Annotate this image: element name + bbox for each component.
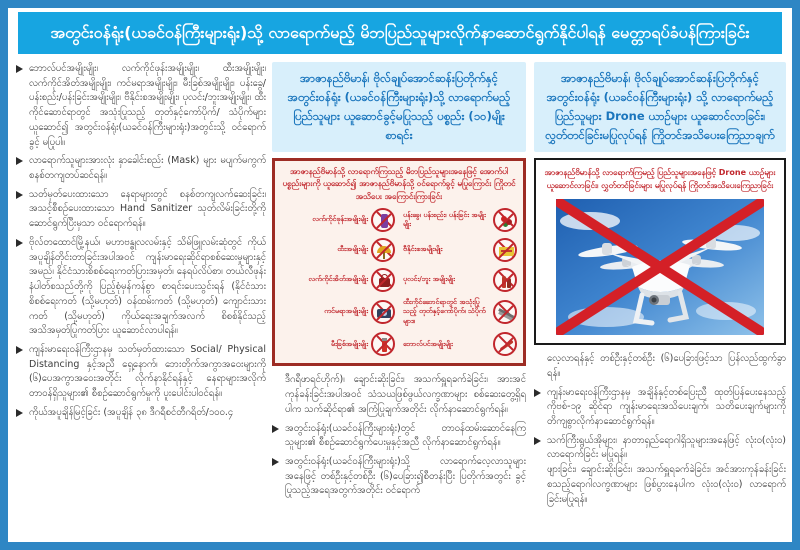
- list-item: [16, 406, 266, 421]
- list-item: [534, 386, 786, 430]
- sub-paragraph: ဖျားခြင်း၊ ချောင်းဆိုးခြင်း၊ အသက်ရှူရခက်ခဲခြင်း၊ အင်အားကုန်ခန်းခြင်း စသည့်ရောဂါလက္ခဏာများ ဖြစ်ပွားနေပါက လုံးဝ(လုံးဝ) လာရောက်ခြင်းမပြုရန်။: [547, 464, 786, 505]
- list-item: [272, 422, 526, 451]
- rule-text: ကိုယ်အပူချိန်မြင့်ခြင်း (အပူချိန် ၃၈ ဒီဂရီစင်တီဂရိတ်/၁၀၀.၄: [29, 406, 234, 418]
- list-item: [272, 455, 526, 499]
- drone-ban-column: [534, 62, 786, 540]
- table-row: [281, 208, 517, 232]
- rule-text: သတ်မှတ်ပေးထားသော နေရာများတွင် စနစ်တကျလက်ဆေးခြင်း၊ အသင့်စီစဉ်ပေးထားသော Hand Sanitizer သုတ်လိမ်းခြင်းတို့ကို ဆောင်ရွက်ပြီးမှသာ ဝင်ရောက်ရန်။: [29, 188, 266, 230]
- drone-notice-title: အာဇာနည်ဗိမာန်သို့ လာရောက်ကြမည့် ပြည်သူများအနေဖြင့် Drone ယာဉ်များ ယူဆောင်လာခြင်း၊ လွှတ်တင်ခြင်းများ မပြုလုပ်ရန် ကြိုတင်အသိပေးကြေညာခြင်း: [544, 167, 776, 191]
- no-phone-icon: [371, 208, 395, 232]
- item-label: ဗီနိုင်းစအမျိုးမျိုး: [403, 245, 443, 254]
- prohibited-items-column: [272, 62, 526, 540]
- continuation-text: ဒီဂရီဖာရင်ဟိုက်)၊ ချောင်းဆိုးခြင်း၊ အသက်ရှူရခက်ခဲခြင်း၊ အားအင်ကုန်ခန်းခြင်းအပါအဝင် သံသယဖြစ်ဖွယ်လက္ခဏာများ စစ်ဆေးတွေ့ရှိရပါက သက်ဆိုင်ရာ၏ အကြံပြုချက်အတိုင်း လိုက်နာဆောင်ရွက်ရန်။: [285, 374, 526, 415]
- bullet-arrow-icon: [16, 409, 23, 417]
- item-label: ပန်းခွေ၊ ပန်းစည်း၊ ပန်းခြင်း အမျိုးမျိုး: [403, 210, 486, 229]
- no-lighter-icon: [371, 332, 395, 356]
- item-label: ထီးကိုင်ဆောင်ရာတွင် အသုံးပြုသည့် တုတ်နှင့်ကော်ပိုက်၊ သံပိုက်များ။: [403, 298, 486, 325]
- page-title: အတွင်းဝန်ရုံး(ယခင်ဝန်ကြီးများရုံး)သို့ လာရောက်မည့် မိဘပြည်သူများလိုက်နာဆောင်ရွက်နိုင်ပါရန် မေတ္တာရပ်ခံပန်ကြားခြင်း: [18, 12, 782, 54]
- prohibited-items-header: အာဇာနည်ဗိမာန်၊ ဗိုလ်ချုပ်အောင်ဆန်းပြတိုက်နှင့် အတွင်းဝန်ရုံး (ယခင်ဝန်ကြီးများရုံး)သို့ လာရောက်မည့် ပြည်သူများ ယူဆောင်ခွင့်မပြုသည့် ပစ္စည်း (၁၀)မျိုးစာရင်း: [272, 62, 526, 152]
- list-item: [16, 236, 266, 339]
- table-row: [281, 332, 517, 356]
- rule-text: သက်ကြီးရွယ်အိုများ၊ နာတာရှည်ရောဂါရှိသူများအနေဖြင့် လုံးဝ(လုံးဝ) လာရောက်ခြင်း မပြုရန်။: [547, 434, 786, 461]
- rule-text: လာရောက်သူများအားလုံး နှာခေါင်းစည်း (Mask) များ မပျက်မကွက်စနစ်တကျတပ်ဆင်ရန်။: [29, 155, 266, 182]
- bullet-arrow-icon: [534, 389, 541, 397]
- drone-ban-header: အာဇာနည်ဗိမာန်၊ ဗိုလ်ချုပ်အောင်ဆန်းပြတိုက်နှင့် အတွင်းဝန်ရုံး (ယခင်ဝန်ကြီးများရုံး) သို့ လာရောက်မည့် ပြည်သူများ Drone ယာဉ်များ ယူဆောင်လာခြင်း၊ လွှတ်တင်ခြင်းမပြုလုပ်ရန် ကြိုတင်အသိပေးကြေညာချက်: [534, 62, 786, 152]
- continuation-text: လေ့လာရန်နှင့် တစ်ဦးနှင့်တစ်ဦး (၆)ပေခြားဖြင့်သာ ပြန်လည်ထွက်ခွာရန်။: [547, 353, 786, 379]
- item-label: ပုလင်း/ဘူး အမျိုးမျိုး: [403, 275, 455, 284]
- bullet-arrow-icon: [16, 239, 23, 247]
- table-row: [281, 268, 517, 292]
- poster-body: [8, 8, 792, 542]
- item-label: မီးခြစ်အမျိုးမျိုး: [330, 339, 368, 348]
- no-umbrella-icon: [371, 238, 395, 262]
- no-handbag-icon: [371, 268, 395, 292]
- item-label: ထီးအမျိုးမျိုး: [337, 245, 368, 254]
- item-label: ဘောလ်ပင်အမျိုးမျိုး: [403, 339, 453, 348]
- rule-text: ကျန်းမာရေးဝန်ကြီးဌာနမှ သတ်မှတ်ထားသော Social/ Physical Distancing နှင့်အညီ ရှေ့နောက်၊ ဘေးတိုက်အကွာအဝေးများကို (၆)ပေအကွာအဝေးအတိုင်း လိုက်နာနိုင်ရန်နှင့် နေရာများအလိုက် တာဝန်ရှိသူများ၏ စီစဉ်ဆောင်ရွက်မှုကို ပူးပေါင်းပါဝင်ရန်။: [29, 343, 266, 400]
- bullet-arrow-icon: [534, 437, 541, 445]
- rule-text: အတွင်းဝန်ရုံး(ယခင်ဝန်ကြီးများရုံး)တွင် တာဝန်ထမ်းဆောင်နေကြသူများ၏ စီစဉ်ဆောင်ရွက်ပေးမှုနှင့်အညီ လိုက်နာဆောင်ရွက်ရန်။: [285, 422, 526, 449]
- no-bottle-icon: [493, 268, 517, 292]
- table-row: [281, 238, 517, 262]
- bullet-arrow-icon: [16, 157, 23, 165]
- item-label: လက်ကိုင်ဖုန်းအမျိုးမျိုး: [312, 215, 368, 224]
- bullet-arrow-icon: [16, 346, 23, 354]
- bullet-arrow-icon: [272, 425, 279, 433]
- rule-text: အတွင်းဝန်ရုံး(ယခင်ဝန်ကြီးများရုံး)သို့ လာရောက်လေ့လာသူများအနေဖြင့် တစ်ဦးနှင့်တစ်ဦး (၆)ပေခြား၍စီတန်းပြီး ပြတိုက်အတွင်း ခွင့်ပြုသည့်အရေအတွက်အတိုင်း ဝင်ရောက်: [285, 455, 526, 497]
- no-sticks-icon: [493, 300, 517, 324]
- list-item: [16, 188, 266, 232]
- list-item: [16, 62, 266, 150]
- item-label: ကင်မရာအမျိုးမျိုး: [324, 307, 368, 316]
- prohibited-items-table: [272, 158, 526, 366]
- table-row: [281, 298, 517, 326]
- rule-text: ကျန်းမာရေးဝန်ကြီးဌာနမှ အချိန်နှင့်တစ်ပြေးညီ ထုတ်ပြန်ပေးနေသည့် ကိုဗစ်-၁၉ ဆိုင်ရာ ကျန်းမာရေးအသိပေးချက်၊ သတိပေးချက်များကို တိကျစွာလိုက်နာဆောင်ရွက်ရန်။: [547, 386, 786, 427]
- list-item: [534, 434, 786, 463]
- no-camera-icon: [371, 300, 395, 324]
- no-vinyl-icon: [493, 238, 517, 262]
- table-title: အာဇာနည်ဗိမာန်သို့ လာရောက်ကြသည့် မိဘပြည်သူများအနေဖြင့် အောက်ပါ ပစ္စည်းများကို ယူဆောင်၍ အာဇာနည်ဗိမာန်သို့ ဝင်ရောက်ခွင့် မပြုကြောင်း ကြိုတင်အသိပေး အကြောင်းကြားခြင်း: [282, 166, 516, 201]
- bullet-arrow-icon: [16, 65, 23, 73]
- bullet-arrow-icon: [272, 458, 279, 466]
- drone-notice-box: [534, 158, 786, 345]
- list-item: [16, 154, 266, 183]
- bullet-arrow-icon: [16, 191, 23, 199]
- no-flowers-icon: [493, 208, 517, 232]
- item-label: လက်ကိုင်အိတ်အမျိုးမျိုး: [308, 275, 368, 284]
- list-item: [16, 343, 266, 402]
- no-pen-icon: [493, 332, 517, 356]
- no-drone-photo: [556, 199, 764, 335]
- rule-text: ဘောလ်ပင်အမျိုးမျိုး၊ လက်ကိုင်ဖုန်းအမျိုးမျိုး၊ ထီးအမျိုးမျိုး၊ လက်ကိုင်အိတ်အမျိုးမျိုး၊ ကင်မရာအမျိုးမျိုး၊ မီးခြစ်အမျိုးမျိုး၊ ပန်းခွေ/ပန်းစည်း/ပန်းခြင်းအမျိုးမျိုး၊ ဗီနိုင်းစအမျိုးမျိုး၊ ပုလင်း/ဘူးအမျိုးမျိုး၊ ထီးကိုင်ဆောင်ရာတွင် အသုံးပြုသည့် တုတ်နှင့်ကော်ပိုက်/ သံပိုက်များ ယူဆောင်၍ အတွင်းဝန်ရုံး(ယခင်ဝန်ကြီးများရုံး)အတွင်းသို့ ဝင်ရောက်ခွင့် မပြုပါ။: [29, 63, 266, 148]
- rules-column: [16, 62, 266, 540]
- rule-text: ဗိုလ်တထောင်မြို့နယ်၊ မဟာဗန္ဓုလလမ်းနှင့် သိမ်ဖြူလမ်းဆုံတွင် ကိုယ်အပူချိန်တိုင်းတာခြင်းအပါအဝင် ကျန်းမာရေးဆိုင်ရာစစ်ဆေးမှုများနှင့် အမည်၊ နိုင်ငံသားစိစစ်ရေးကတ်ပြားအမှတ်၊ နေရပ်လိပ်စာ၊ တယ်လီဖုန်းနံပါတ်စသည်တို့ကို ပြည့်စုံမှန်ကန်စွာ စာရင်းပေးသွင်းရန် (နိုင်ငံသားစိစစ်ရေးကတ် (သို့မဟုတ်) ဝန်ထမ်းကတ် (သို့မဟုတ်) ကျောင်းသားကတ် (သို့မဟုတ်) ကိုယ်ရေးအချက်အလက် စိစစ်နိုင်သည့် အသိအမှတ်ပြုကတ်ပြား ယူဆောင်လာပါရန်။: [29, 236, 266, 337]
